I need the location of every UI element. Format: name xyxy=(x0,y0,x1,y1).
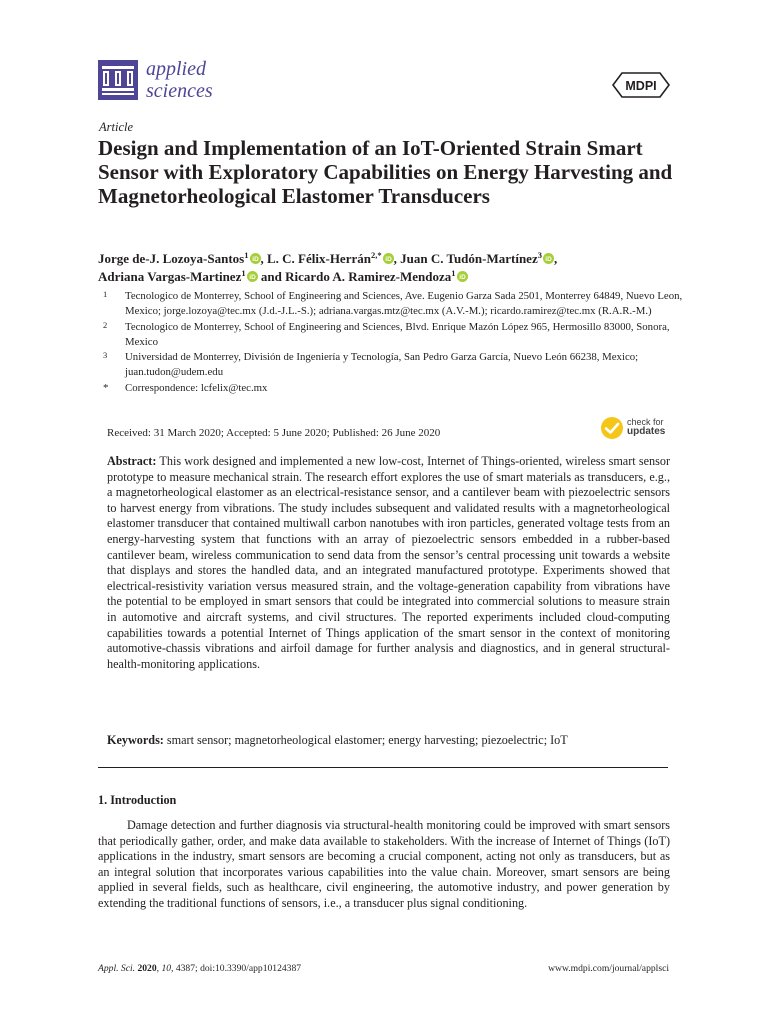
affiliation-text: Tecnologico de Monterrey, School of Engineering and Sciences, Blvd. Enrique Mazón López 965, Hermosillo 83000, Sonora, Mexico xyxy=(125,320,670,348)
orcid-icon[interactable] xyxy=(457,271,468,282)
affiliation-mark: 3 xyxy=(103,350,108,361)
author-affiliation-mark: 1 xyxy=(244,250,249,260)
check-updates-icon xyxy=(600,416,624,440)
article-type: Article xyxy=(99,120,134,134)
author-separator: and xyxy=(257,269,286,284)
affiliation-text: Universidad de Monterrey, División de Ingeniería y Tecnología, San Pedro Garza García, Nuevo León 66238, Mexico; juan.tudon@udem.edu xyxy=(125,351,639,379)
check-updates-line1: check for xyxy=(627,417,664,427)
author-affiliation-mark: 3 xyxy=(537,250,542,260)
author-separator: , xyxy=(393,251,401,266)
affiliation-mark: 1 xyxy=(103,289,108,299)
affiliation-item xyxy=(103,289,683,320)
check-for-updates-badge[interactable] xyxy=(600,414,690,442)
author-name: Jorge de-J. Lozoya-Santos xyxy=(98,251,245,266)
journal-url-link[interactable]: www.mdpi.com/journal/applsci xyxy=(548,963,669,974)
correspondence-text: Correspondence: lcfelix@tec.mx xyxy=(125,381,268,394)
citation-year: 2020 xyxy=(137,963,157,974)
section-divider xyxy=(98,767,668,768)
keywords-text: smart sensor; magnetorheological elastomer; energy harvesting; piezoelectric; IoT xyxy=(166,733,568,747)
article-title: Design and Implementation of an IoT-Oriented Strain Smart Sensor with Exploratory Capabilities on Energy Harvesting and Magnetorheological Elastomer Transducers xyxy=(98,136,673,208)
orcid-icon[interactable] xyxy=(247,271,258,282)
affiliation-list xyxy=(103,289,683,396)
citation-volume: 10 xyxy=(161,963,172,974)
author-affiliation-mark: 1 xyxy=(451,268,456,278)
author-list xyxy=(98,250,678,286)
author-separator: , xyxy=(260,251,267,266)
check-updates-line2: updates xyxy=(627,426,666,437)
affiliation-mark: 2 xyxy=(103,319,108,330)
keywords xyxy=(107,733,670,749)
journal-logo xyxy=(98,58,248,104)
abstract-label: Abstract: xyxy=(107,454,157,468)
author-separator: , xyxy=(553,251,558,266)
author-name: Ricardo A. Ramirez-Mendoza xyxy=(285,269,452,284)
svg-text:iD: iD xyxy=(545,255,552,263)
check-updates-label xyxy=(627,417,665,437)
correspondence-mark: * xyxy=(103,381,109,394)
journal-name-line2: sciences xyxy=(146,80,213,102)
author-name: Adriana Vargas-Martinez xyxy=(98,269,242,284)
abstract-text: This work designed and implemented a new low-cost, Internet of Things-oriented, wireless smart sensor prototype to measure mechanical strain. The research effort explores the use of smart materials as transducers, e.g., a magnetorheological elastomer as an electrical-resistance sensor, and a cantilever beam with piezoelectric sensors to harvest energy from vibrations. The study includes subsequent and validated results with a magnetorheological elastomer transducer that contained multiwall carbon nanotubes with iron particles, generated voltage tests from an energy-harvesting system that functions with an array of piezoelectric sensors embedded in a rubber-based cantilever beam, wireless communication to send data from the sensor’s central processing unit towards a website that displays and stores the handled data, and an integrated manufactured prototype. Experiments showed that electrical-resistivity variation versus measured strain, and the voltage-generation capability from vibrations have the potential to be employed in smart sensors that could be integrated into commercial solutions to measure strain in automotive and aircraft systems, and civil structures. The reported experiments included cloud-computing capabilities towards a potential Internet of Things application of the smart sensor in the context of monitoring automotive-chassis vibrations and airfoil damage for further analysis and diagnostics, and in general structural-health-monitoring applications. xyxy=(107,454,671,671)
orcid-icon[interactable] xyxy=(383,253,394,264)
journal-abbrev: Appl. Sci. xyxy=(98,963,136,974)
correspondence-item xyxy=(103,381,683,396)
svg-text:iD: iD xyxy=(384,255,392,263)
publication-dates: Received: 31 March 2020; Accepted: 5 June 2020; Published: 26 June 2020 xyxy=(107,427,441,439)
mdpi-logo-icon xyxy=(612,72,670,98)
orcid-icon[interactable] xyxy=(250,253,261,264)
introduction-paragraph: Damage detection and further diagnosis via structural-health monitoring could be improved with smart sensors that periodically gather, order, and make data available to stakeholders. With the increase of Internet of Things (IoT) applications in the industry, smart sensors are becoming a crucial component, acting not only as transducers, but as an integral solution that incorporates various capabilities into the value chain. Moreover, smart sensors are being applied in several fields, such as healthcare, civil engineering, the automotive industry, and power generation by extending the traditional functions of sensors, i.e., a transducer plus signal conditioning. xyxy=(98,818,670,910)
author-name: Juan C. Tudón-Martínez xyxy=(400,251,538,266)
journal-emblem-icon xyxy=(98,60,138,100)
journal-name-line1: applied xyxy=(146,58,206,80)
author-affiliation-mark: 2,* xyxy=(370,250,382,260)
section-heading: 1. Introduction xyxy=(98,793,177,807)
orcid-icon[interactable] xyxy=(543,253,554,264)
affiliation-text: Tecnologico de Monterrey, School of Engineering and Sciences, Ave. Eugenio Garza Sada 2501, Monterrey 64849, Nuevo Leon, Mexico; jorge.lozoya@tec.mx (J.d.-J.L.-S.); adriana.vargas.mtz@tec.mx (A.V.-M.); ricardo.ramirez@tec.mx (R.A.R.-M.) xyxy=(125,290,683,318)
abstract xyxy=(107,454,670,672)
svg-text:iD: iD xyxy=(458,273,466,281)
affiliation-item xyxy=(103,350,683,381)
publisher-name: MDPI xyxy=(625,79,657,93)
author-affiliation-mark: 1 xyxy=(241,268,246,278)
citation-rest: , 4387; doi:10.3390/app10124387 xyxy=(171,963,302,974)
affiliation-item xyxy=(103,320,683,351)
author-name: L. C. Félix-Herrán xyxy=(267,251,371,266)
journal-name xyxy=(146,58,213,102)
svg-text:iD: iD xyxy=(251,255,259,263)
svg-text:iD: iD xyxy=(248,273,256,281)
keywords-label: Keywords: xyxy=(107,733,164,747)
citation-footer: Appl. Sci. 2020, 10, 4387; doi:10.3390/app10124387 xyxy=(98,963,302,974)
